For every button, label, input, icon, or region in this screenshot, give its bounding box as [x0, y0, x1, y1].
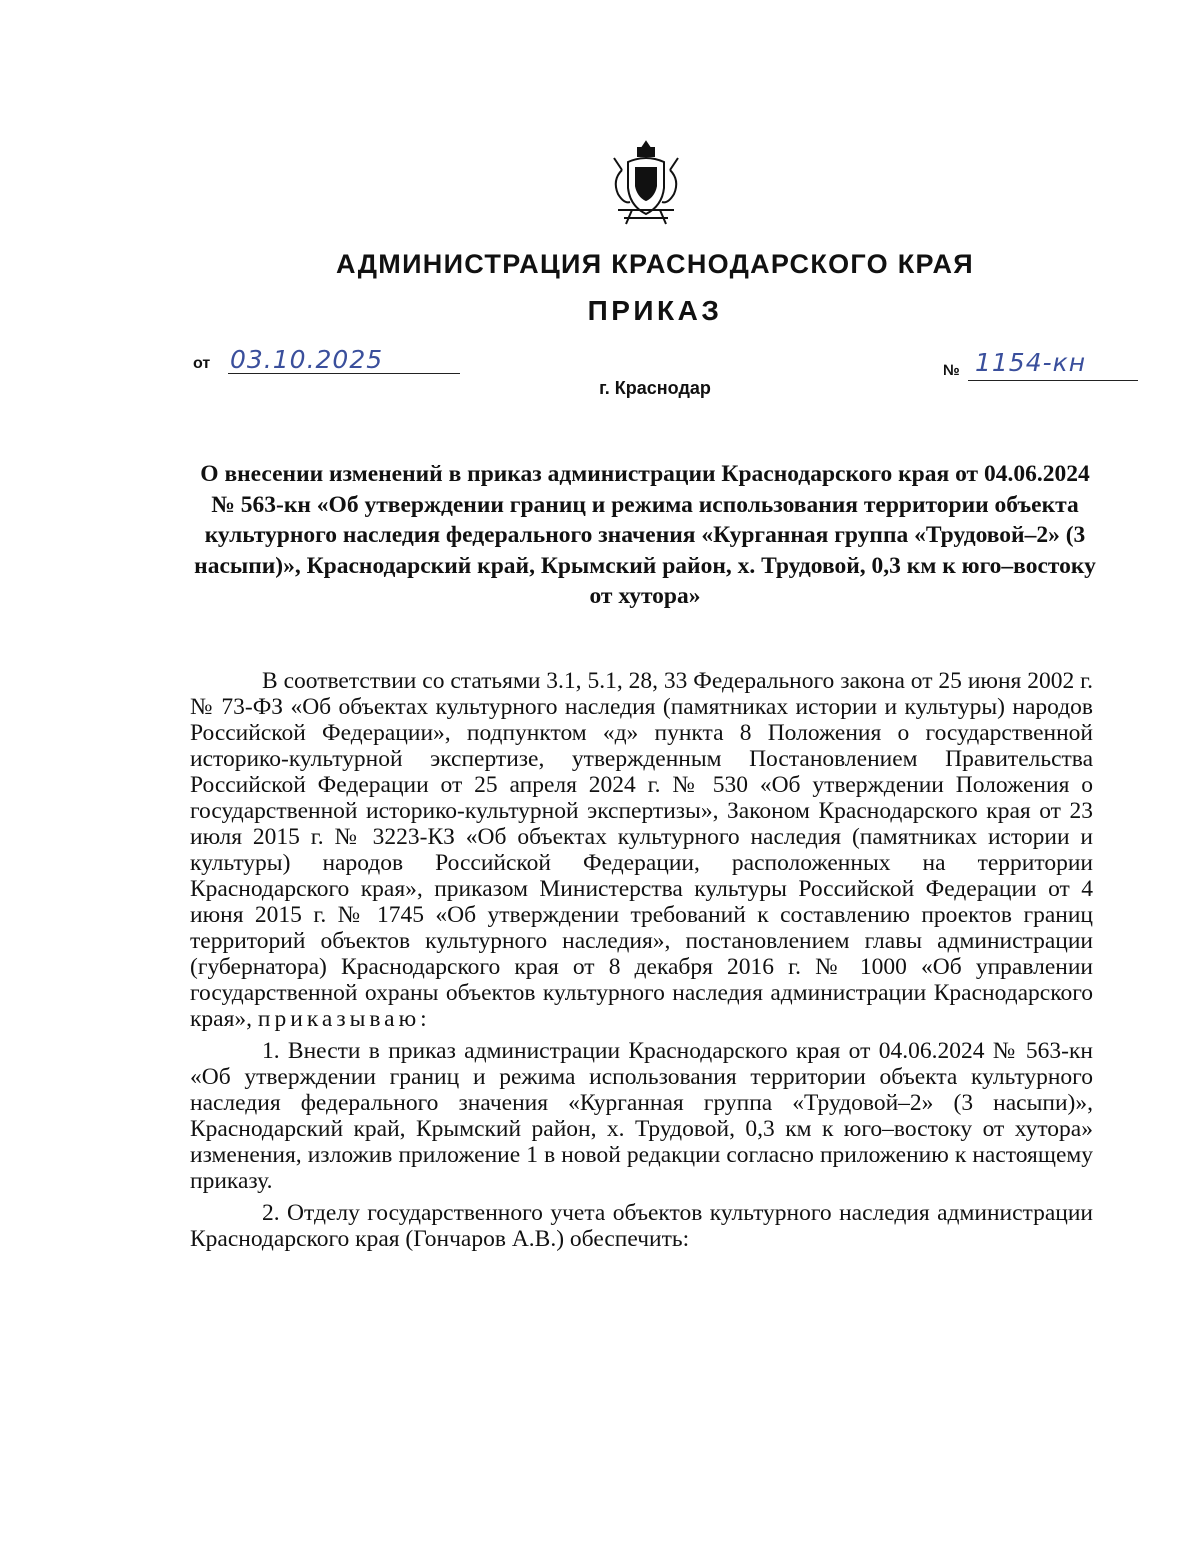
document-body [190, 668, 1093, 1252]
number-value: 1154-кн [975, 348, 1087, 377]
preamble-paragraph [190, 668, 1093, 1032]
date-value: 03.10.2025 [230, 345, 384, 374]
document-title: О внесении изменений в приказ администрации Краснодарского края от 04.06.2024 № 563-кн «Об утверждении границ и режима использования территории объекта культурного наследия федерального значения «Курганная группа «Трудовой–2» (3 насыпи)», Краснодарский край, Крымский район, х. Трудовой, 0,3 км к юго–востоку от хутора» [194, 461, 1096, 609]
organization-name: АДМИНИСТРАЦИЯ КРАСНОДАРСКОГО КРАЯ [335, 249, 975, 279]
document-type: ПРИКАЗ [587, 295, 723, 326]
item-2: 2. Отделу государственного учета объектов культурного наследия администрации Краснодарского края (Гончаров А.В.) обеспечить: [190, 1200, 1093, 1252]
coat-of-arms-icon [608, 140, 684, 228]
preamble-text: В соответствии со статьями 3.1, 5.1, 28, 33 Федерального закона от 25 июня 2002 г. № 73-ФЗ «Об объектах культурного наследия (памятниках истории и культуры) народов Российской Федерации», подпунктом «д» пункта 8 Положения о государственной историко-культурной экспертизе, утвержденным Постановлением Правительства Российской Федерации от 25 апреля 2024 г. № 530 «Об утверждении Положения о государственной историко-культурной экспертизы», Законом Краснодарского края от 23 июля 2015 г. № 3223-КЗ «Об объектах культурного наследия (памятниках истории и культуры) народов Российской Федерации, расположенных на территории Краснодарского края», приказом Министерства культуры Российской Федерации от 4 июня 2015 г. № 1745 «Об утверждении требований к составлению проектов границ территорий объектов культурного наследия», постановлением главы администрации (губернатора) Краснодарского края от 8 декабря 2016 г. № 1000 «Об управлении государственной охраны объектов культурного наследия администрации Краснодарского края», [190, 668, 1093, 1032]
order-word: приказываю: [257, 1006, 431, 1032]
number-underline [968, 380, 1138, 381]
item-1: 1. Внести в приказ администрации Краснодарского края от 04.06.2024 № 563-кн «Об утверждении границ и режима использования территории объекта культурного наследия федерального значения «Курганная группа «Трудовой–2» (3 насыпи)», Краснодарский край, Крымский район, х. Трудовой, 0,3 км к юго–востоку от хутора» изменения, изложив приложение 1 в новой редакции согласно приложению к настоящему приказу. [190, 1038, 1093, 1194]
date-label: от [193, 355, 211, 372]
number-label: № [943, 362, 960, 379]
city-line: г. Краснодар [599, 378, 711, 398]
